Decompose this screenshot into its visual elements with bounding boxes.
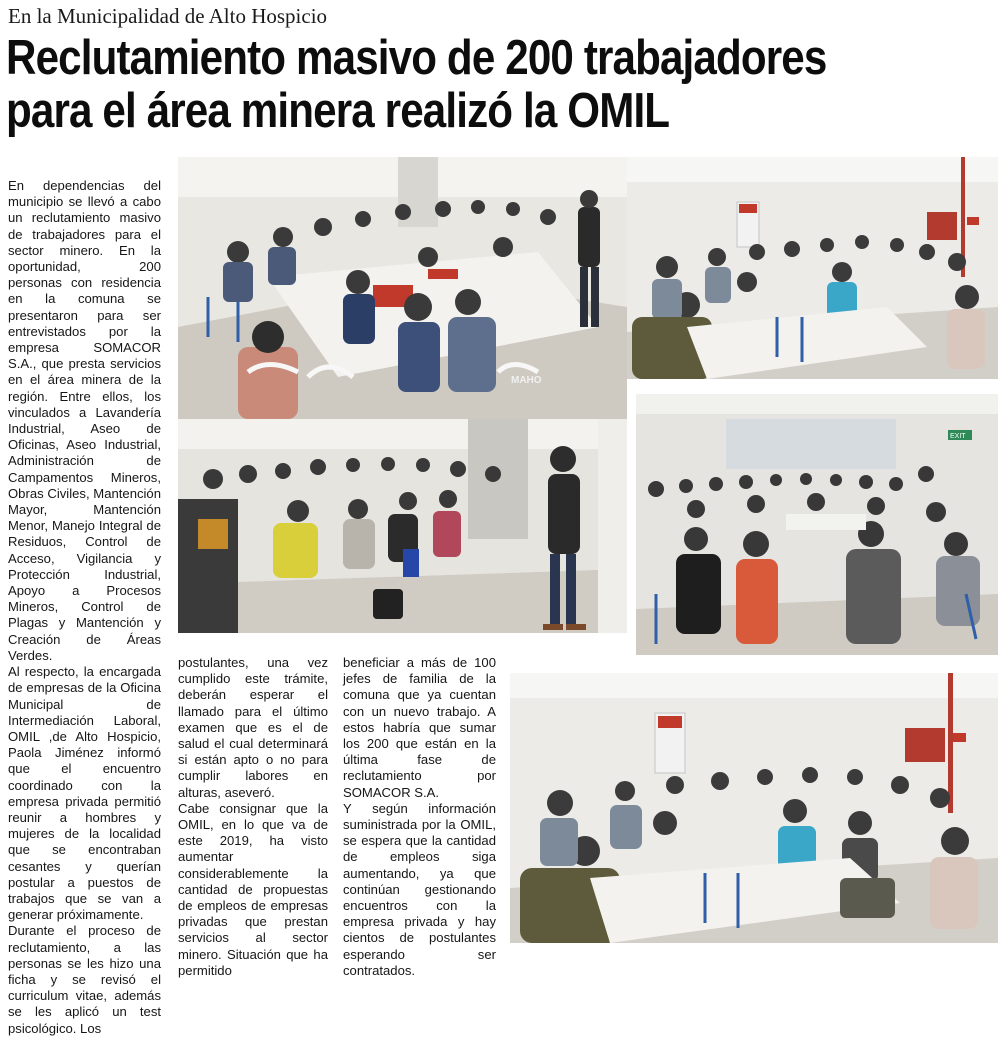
article-column-3 bbox=[343, 655, 496, 979]
column-2-paragraph-1: postulantes, una vez cumplido este trámite, deberán esperar el llamado para el último examen que es el de salud el cual determinará si están apto o no para cumplir labores en alturas, aseveró. bbox=[178, 655, 328, 800]
headline bbox=[6, 32, 857, 138]
photo-seated-group-close bbox=[510, 673, 998, 943]
photo-presenter-audience bbox=[178, 419, 627, 633]
article-column-1 bbox=[8, 178, 161, 1037]
headline-line-1: Reclutamiento masivo de 200 trabajadores bbox=[6, 31, 827, 85]
column-3-paragraph-1: beneficiar a más de 100 jefes de familia de la comuna que ya cuentan con un nuevo trabajo. A estos habría que sumar los 200 que están en la última fase de reclutamiento por SOMACOR S.A. bbox=[343, 655, 496, 800]
headline-line-2: para el área minera realizó la OMIL bbox=[6, 84, 670, 138]
column-1-paragraph-3: Durante el proceso de reclutamiento, a las personas se les hizo una ficha y se revisó el curriculum vitae, además se les aplicó un test psicológico. Los bbox=[8, 923, 161, 1036]
shirt-text: MAHO bbox=[511, 375, 542, 386]
column-1-paragraph-2: Al respecto, la encargada de empresas de la Oficina Municipal de Intermediación Laboral, OMIL ,de Alto Hospicio, Paola Jiménez informó que el encuentro coordinado con la empresa privada permitió reunir a hombres y mujeres de la localidad que se encontraban cesantes y querían postular a puestos de trabajos que se van a generar próximamente. bbox=[8, 664, 161, 923]
column-1-paragraph-1: En dependencias del municipio se llevó a cabo un reclutamiento masivo de trabajadores para el sector minero. En la oportunidad, 200 personas con residencia en la comuna se presentaron para ser entrevistados por la empresa SOMACOR S.A., que presta servicios en el área minera de la región. Entre ellos, los vinculados a Lavandería Industrial, Aseo de Oficinas, Aseo Industrial, Administración de Campamentos Mineros, Obras Civiles, Mantención Mayor, Mantención Menor, Manejo Integral de Residuos, Control de Acceso, Vigilancia y Protección Industrial, Apoyo a Procesos Mineros, Control de Plagas y Mantención y Creación de Áreas Verdes. bbox=[8, 178, 161, 663]
kicker-title: En la Municipalidad de Alto Hospicio bbox=[8, 4, 328, 28]
column-3-paragraph-2: Y según información suministrada por la OMIL, se espera que la cantidad de empleos siga aumentando, ya que continúan gestionando encuentros con la empresa privada y hay cientos de postulantes esperando ser contratados. bbox=[343, 800, 496, 978]
exit-sign-text: EXIT bbox=[950, 433, 966, 440]
photo-crowded-room bbox=[636, 394, 998, 655]
article-column-2 bbox=[178, 655, 328, 979]
column-2-paragraph-2: Cabe consignar que la OMIL, en lo que va de este 2019, ha visto aumentar considerablemente la cantidad de propuestas de empleos de empresas privadas que prestan servicios al sector minero. Situación que ha permitido bbox=[178, 800, 328, 978]
photo-seated-group-room bbox=[627, 157, 998, 379]
photo-applicants-at-tables bbox=[178, 157, 627, 419]
